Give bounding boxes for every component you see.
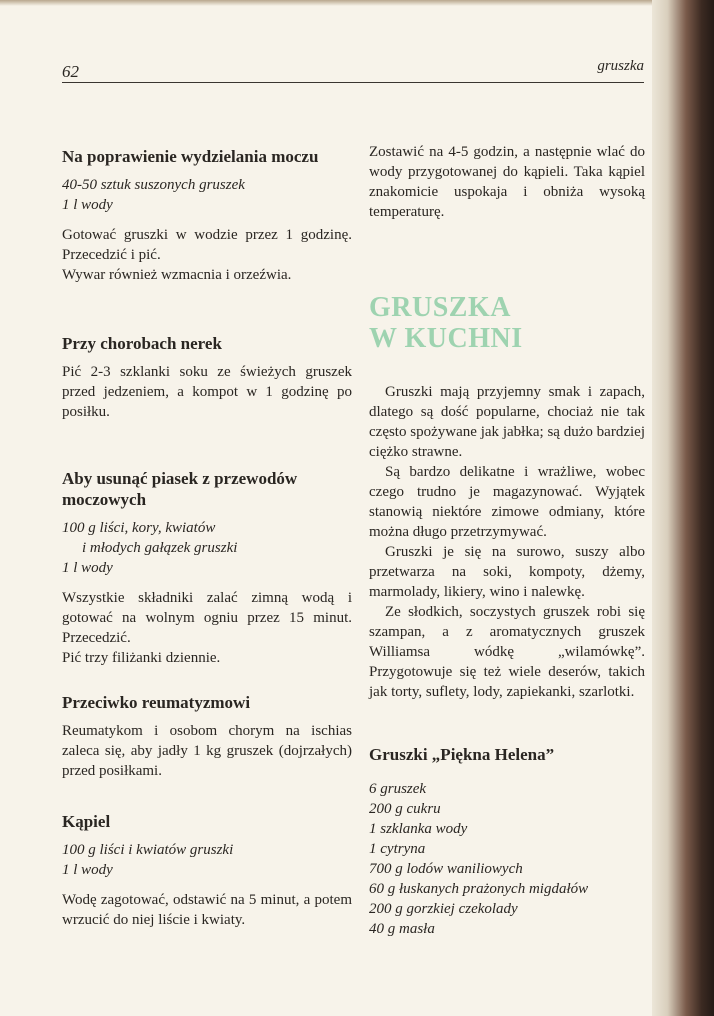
ingredient: 60 g łuskanych prażonych migdałów xyxy=(369,881,589,897)
remedy-text: Reumatykom i osobom chorym na ischias zaleca się, aby jadły 1 kg gruszek (dojrzałych) przed posiłkami. xyxy=(62,723,352,779)
paragraph: Ze słodkich, soczystych gruszek robi się szampan, a z aromatycznych gruszek Williamsa wódkę „wilamówkę”. Przygotowuje się też wiele deserów, takich jak torty, suflety, lody, zapiekanki, szarlotki. xyxy=(369,604,645,700)
ingredient: 200 g gorzkiej czekolady xyxy=(369,901,518,917)
paragraph: Są bardzo delikatne i wrażliwe, wobec czego trudno je magazynować. Wyjątek stanowią niektóre zimowe odmiany, które można długo przetrzymywać. xyxy=(369,464,645,540)
remedy-text: Gotować gruszki w wodzie przez 1 godzinę. Przecedzić i pić. xyxy=(62,227,352,263)
remedy-text: Pić trzy filiżanki dziennie. xyxy=(62,650,221,666)
remedy-kidneys xyxy=(62,333,352,422)
ingredient: 700 g lodów waniliowych xyxy=(369,861,523,877)
ingredient: i młodych gałązek gruszki xyxy=(82,540,238,556)
header-rule xyxy=(62,82,644,83)
remedy-rheumatism xyxy=(62,692,352,781)
ingredient-list xyxy=(62,175,352,215)
paragraph: Gruszki mają przyjemny smak i zapach, dlatego są dość popularne, chociaż nie tak często spożywane jak jabłka; są dużo bardziej ciężko strawne. xyxy=(369,384,645,460)
ingredient-list xyxy=(62,518,352,578)
section-title-line: GRUSZKA xyxy=(369,292,511,323)
ingredient-list xyxy=(62,840,352,880)
recipe-piekna-helena xyxy=(369,744,645,939)
remedy-text: Wszystkie składniki zalać zimną wodą i gotować na wolnym ogniu przez 15 minut. Przecedzić. xyxy=(62,590,352,646)
remedy-urine xyxy=(62,146,352,285)
ingredient: 40-50 sztuk suszonych gruszek xyxy=(62,177,245,193)
remedy-title: Przy chorobach nerek xyxy=(62,334,222,353)
ingredient-list xyxy=(369,779,645,939)
page-number: 62 xyxy=(62,62,79,81)
remedy-title: Aby usunąć piasek z przewodów moczowych xyxy=(62,469,298,509)
remedy-title: Na poprawienie wydzielania moczu xyxy=(62,147,319,166)
remedy-text: Wywar również wzmacnia i orzeźwia. xyxy=(62,267,292,283)
ingredient: 100 g liści i kwiatów gruszki xyxy=(62,842,234,858)
section-title-line: W KUCHNI xyxy=(369,323,523,354)
remedy-text: Wodę zagotować, odstawić na 5 minut, a potem wrzucić do niej liście i kwiaty. xyxy=(62,892,352,928)
recipe-title: Gruszki „Piękna Helena” xyxy=(369,745,555,764)
book-binding-edge xyxy=(652,0,714,1016)
ingredient: 6 gruszek xyxy=(369,781,427,797)
ingredient: 1 l wody xyxy=(62,862,113,878)
ingredient: 200 g cukru xyxy=(369,801,441,817)
continuation-text: Zostawić na 4-5 godzin, a następnie wlać do wody przygotowanej do kąpieli. Taka kąpiel znakomicie uspokaja i obniża wysoką temperaturę. xyxy=(369,144,645,220)
remedy-kidney-stones xyxy=(62,468,352,668)
section-title xyxy=(369,292,645,354)
kitchen-paragraphs xyxy=(369,382,645,702)
ingredient: 1 l wody xyxy=(62,197,113,213)
page-top-edge xyxy=(0,0,652,6)
right-column xyxy=(369,142,645,949)
ingredient: 1 szklanka wody xyxy=(369,821,468,837)
remedy-text: Pić 2-3 szklanki soku ze świeżych gruszek przed jedzeniem, a kompot w 1 godzinę po posiłku. xyxy=(62,364,352,420)
ingredient: 100 g liści, kory, kwiatów xyxy=(62,520,216,536)
left-column xyxy=(62,130,352,930)
remedy-title: Przeciwko reumatyzmowi xyxy=(62,693,251,712)
ingredient: 1 l wody xyxy=(62,560,113,576)
remedy-bath xyxy=(62,811,352,930)
paragraph: Gruszki je się na surowo, suszy albo przetwarza na soki, kompoty, dżemy, marmolady, likiery, wino i nalewkę. xyxy=(369,544,645,600)
ingredient: 1 cytryna xyxy=(369,841,426,857)
ingredient: 40 g masła xyxy=(369,921,435,937)
remedy-title: Kąpiel xyxy=(62,812,111,831)
running-head: gruszka xyxy=(597,58,644,74)
